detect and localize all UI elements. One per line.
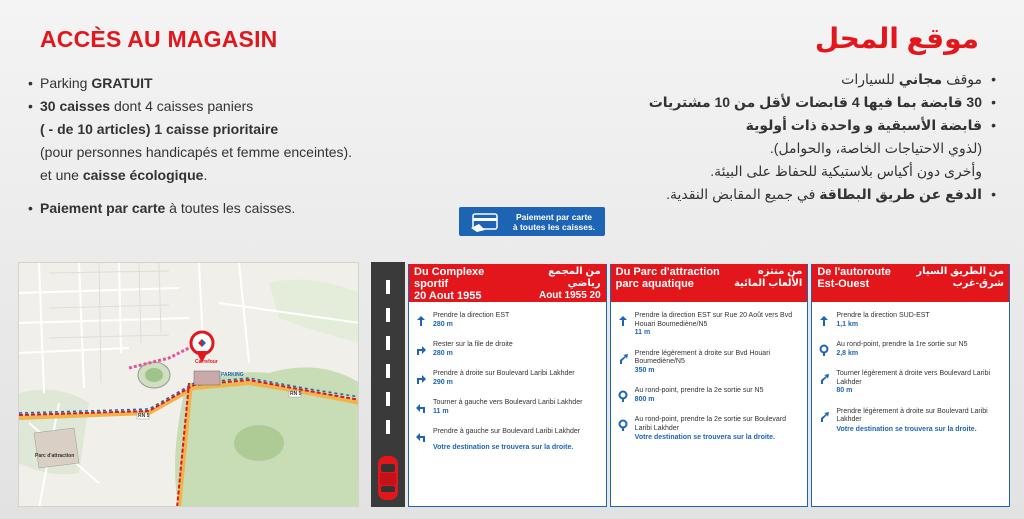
map-parking-label: PARKING <box>221 372 244 378</box>
road-graphic <box>371 262 405 507</box>
card-payment-icon <box>469 212 503 232</box>
step: Rester sur la file de droite 280 m <box>415 341 602 358</box>
payment-info: • Paiement par carte à toutes les caisses. <box>28 197 428 220</box>
column-3-destination: Votre destination se trouvera sur la droite. <box>836 425 977 433</box>
priority-info-ar: • قابضة الأسبقية و واحدة ذات أولوية <box>576 114 996 137</box>
store-info-fr <box>28 72 428 220</box>
page-title-fr: ACCÈS AU MAGASIN <box>40 26 278 52</box>
column-3-title-ar: من الطريق السيار شرق-غرب <box>916 266 1005 289</box>
store-info-ar <box>576 68 996 206</box>
directions-column-1 <box>408 264 607 507</box>
map-rn5-label-b: RN 5 <box>290 391 302 397</box>
column-3-header <box>812 264 1009 302</box>
map-graphic <box>19 263 359 507</box>
step: Prendre à droite sur Boulevard Laribi Lakhder 290 m <box>415 370 602 387</box>
step: Prendre la direction EST 280 m <box>415 312 602 329</box>
column-2-header <box>611 264 808 302</box>
parking-info-ar: • موقف مجاني للسيارات <box>576 68 996 91</box>
checkout-info-line4: (pour personnes handicapés et femme enceintes). <box>40 144 353 160</box>
column-1-steps <box>409 302 606 443</box>
payment-info-ar: • الدفع عن طريق البطاقة في جميع المقابض النقدية. <box>576 183 996 206</box>
column-3-title-fr: De l'autoroute Est-Ouest <box>817 266 891 290</box>
priority-info-ar-2: (لذوي الاحتياجات الخاصة، والحوامل). <box>769 140 982 156</box>
step: Prendre à gauche sur Boulevard Laribi Lakhder <box>415 428 602 443</box>
turn-left-icon <box>415 431 427 443</box>
column-2-destination: Votre destination se trouvera sur la droite. <box>634 434 775 441</box>
slight-right-icon <box>818 373 830 385</box>
slight-right-icon <box>617 353 629 365</box>
map-brand-label: Carrefour <box>195 359 218 365</box>
column-1-header <box>409 264 606 302</box>
column-1-title-ar: من المجمع رياضي 20 Aout 1955 <box>538 266 601 301</box>
column-1-destination: Votre destination se trouvera sur la droite. <box>433 444 574 451</box>
page-title-ar: موقع المحل <box>814 23 979 54</box>
directions-panel <box>371 262 1010 507</box>
column-2-title-ar: من منتزه الألعاب المائية <box>733 266 803 289</box>
roundabout-icon <box>617 419 629 431</box>
column-1-title-fr: Du Complexe sportif 20 Aout 1955 <box>414 266 485 302</box>
turn-right-icon <box>415 373 427 385</box>
step: Au rond-point, prendre la 1re sortie sur N5 2,8 km <box>818 341 1005 358</box>
car-icon <box>376 454 400 502</box>
column-2-steps <box>611 302 808 433</box>
location-map[interactable] <box>18 262 359 507</box>
slight-right-icon <box>818 411 830 423</box>
step: Prendre la direction SUD-EST 1,1 km <box>818 312 1005 329</box>
roundabout-icon <box>617 390 629 402</box>
checkout-info: • 30 caisses dont 4 caisses paniers <box>28 95 428 118</box>
step: Tourner à gauche vers Boulevard Laribi Lakhder 11 m <box>415 399 602 416</box>
step: Tourner légèrement à droite vers Boulevard Laribi Lakhder 80 m <box>818 370 1005 396</box>
turn-left-icon <box>415 402 427 414</box>
step: Au rond-point, prendre la 2e sortie sur N5 800 m <box>617 387 804 404</box>
map-park-label: Parc d'attraction <box>35 453 75 459</box>
arrow-up-icon <box>818 315 830 327</box>
checkout-info-line5: et une caisse écologique. <box>40 167 208 183</box>
directions-columns <box>408 264 1010 507</box>
arrow-up-icon <box>617 315 629 327</box>
parking-info: • Parking GRATUIT <box>28 72 428 95</box>
checkout-info-line3: ( - de 10 articles) 1 caisse prioritaire <box>40 121 279 137</box>
map-rn5-label-a: RN 5 <box>138 413 150 419</box>
roundabout-icon <box>818 344 830 356</box>
step: Prendre légèrement à droite sur Bvd Houari Boumediène/N5 350 m <box>617 350 804 376</box>
step: Prendre légèrement à droite sur Boulevard Laribi Lakhder <box>818 408 1005 425</box>
eco-info-ar: وأخرى دون أكياس بلاستيكية للحفاظ على البيئة. <box>710 163 982 179</box>
step: Prendre la direction EST sur Rue 20 Août vers Bvd Houari Boumediène/N5 11 m <box>617 312 804 338</box>
step: Au rond-point, prendre la 2e sortie sur Boulevard Laribi Lakhder <box>617 416 804 433</box>
payment-badge <box>459 207 605 236</box>
badge-text: Paiement par carte à toutes les caisses. <box>512 211 596 232</box>
arrow-up-icon <box>415 315 427 327</box>
directions-column-2 <box>610 264 809 507</box>
column-2-title-fr: Du Parc d'attraction parc aquatique <box>615 266 720 290</box>
checkout-info-ar: • 30 قابضة بما فيها 4 قابضات لأقل من 10 مشتريات <box>576 91 996 114</box>
turn-right-icon <box>415 344 427 356</box>
column-3-steps <box>812 302 1009 425</box>
directions-column-3 <box>811 264 1010 507</box>
